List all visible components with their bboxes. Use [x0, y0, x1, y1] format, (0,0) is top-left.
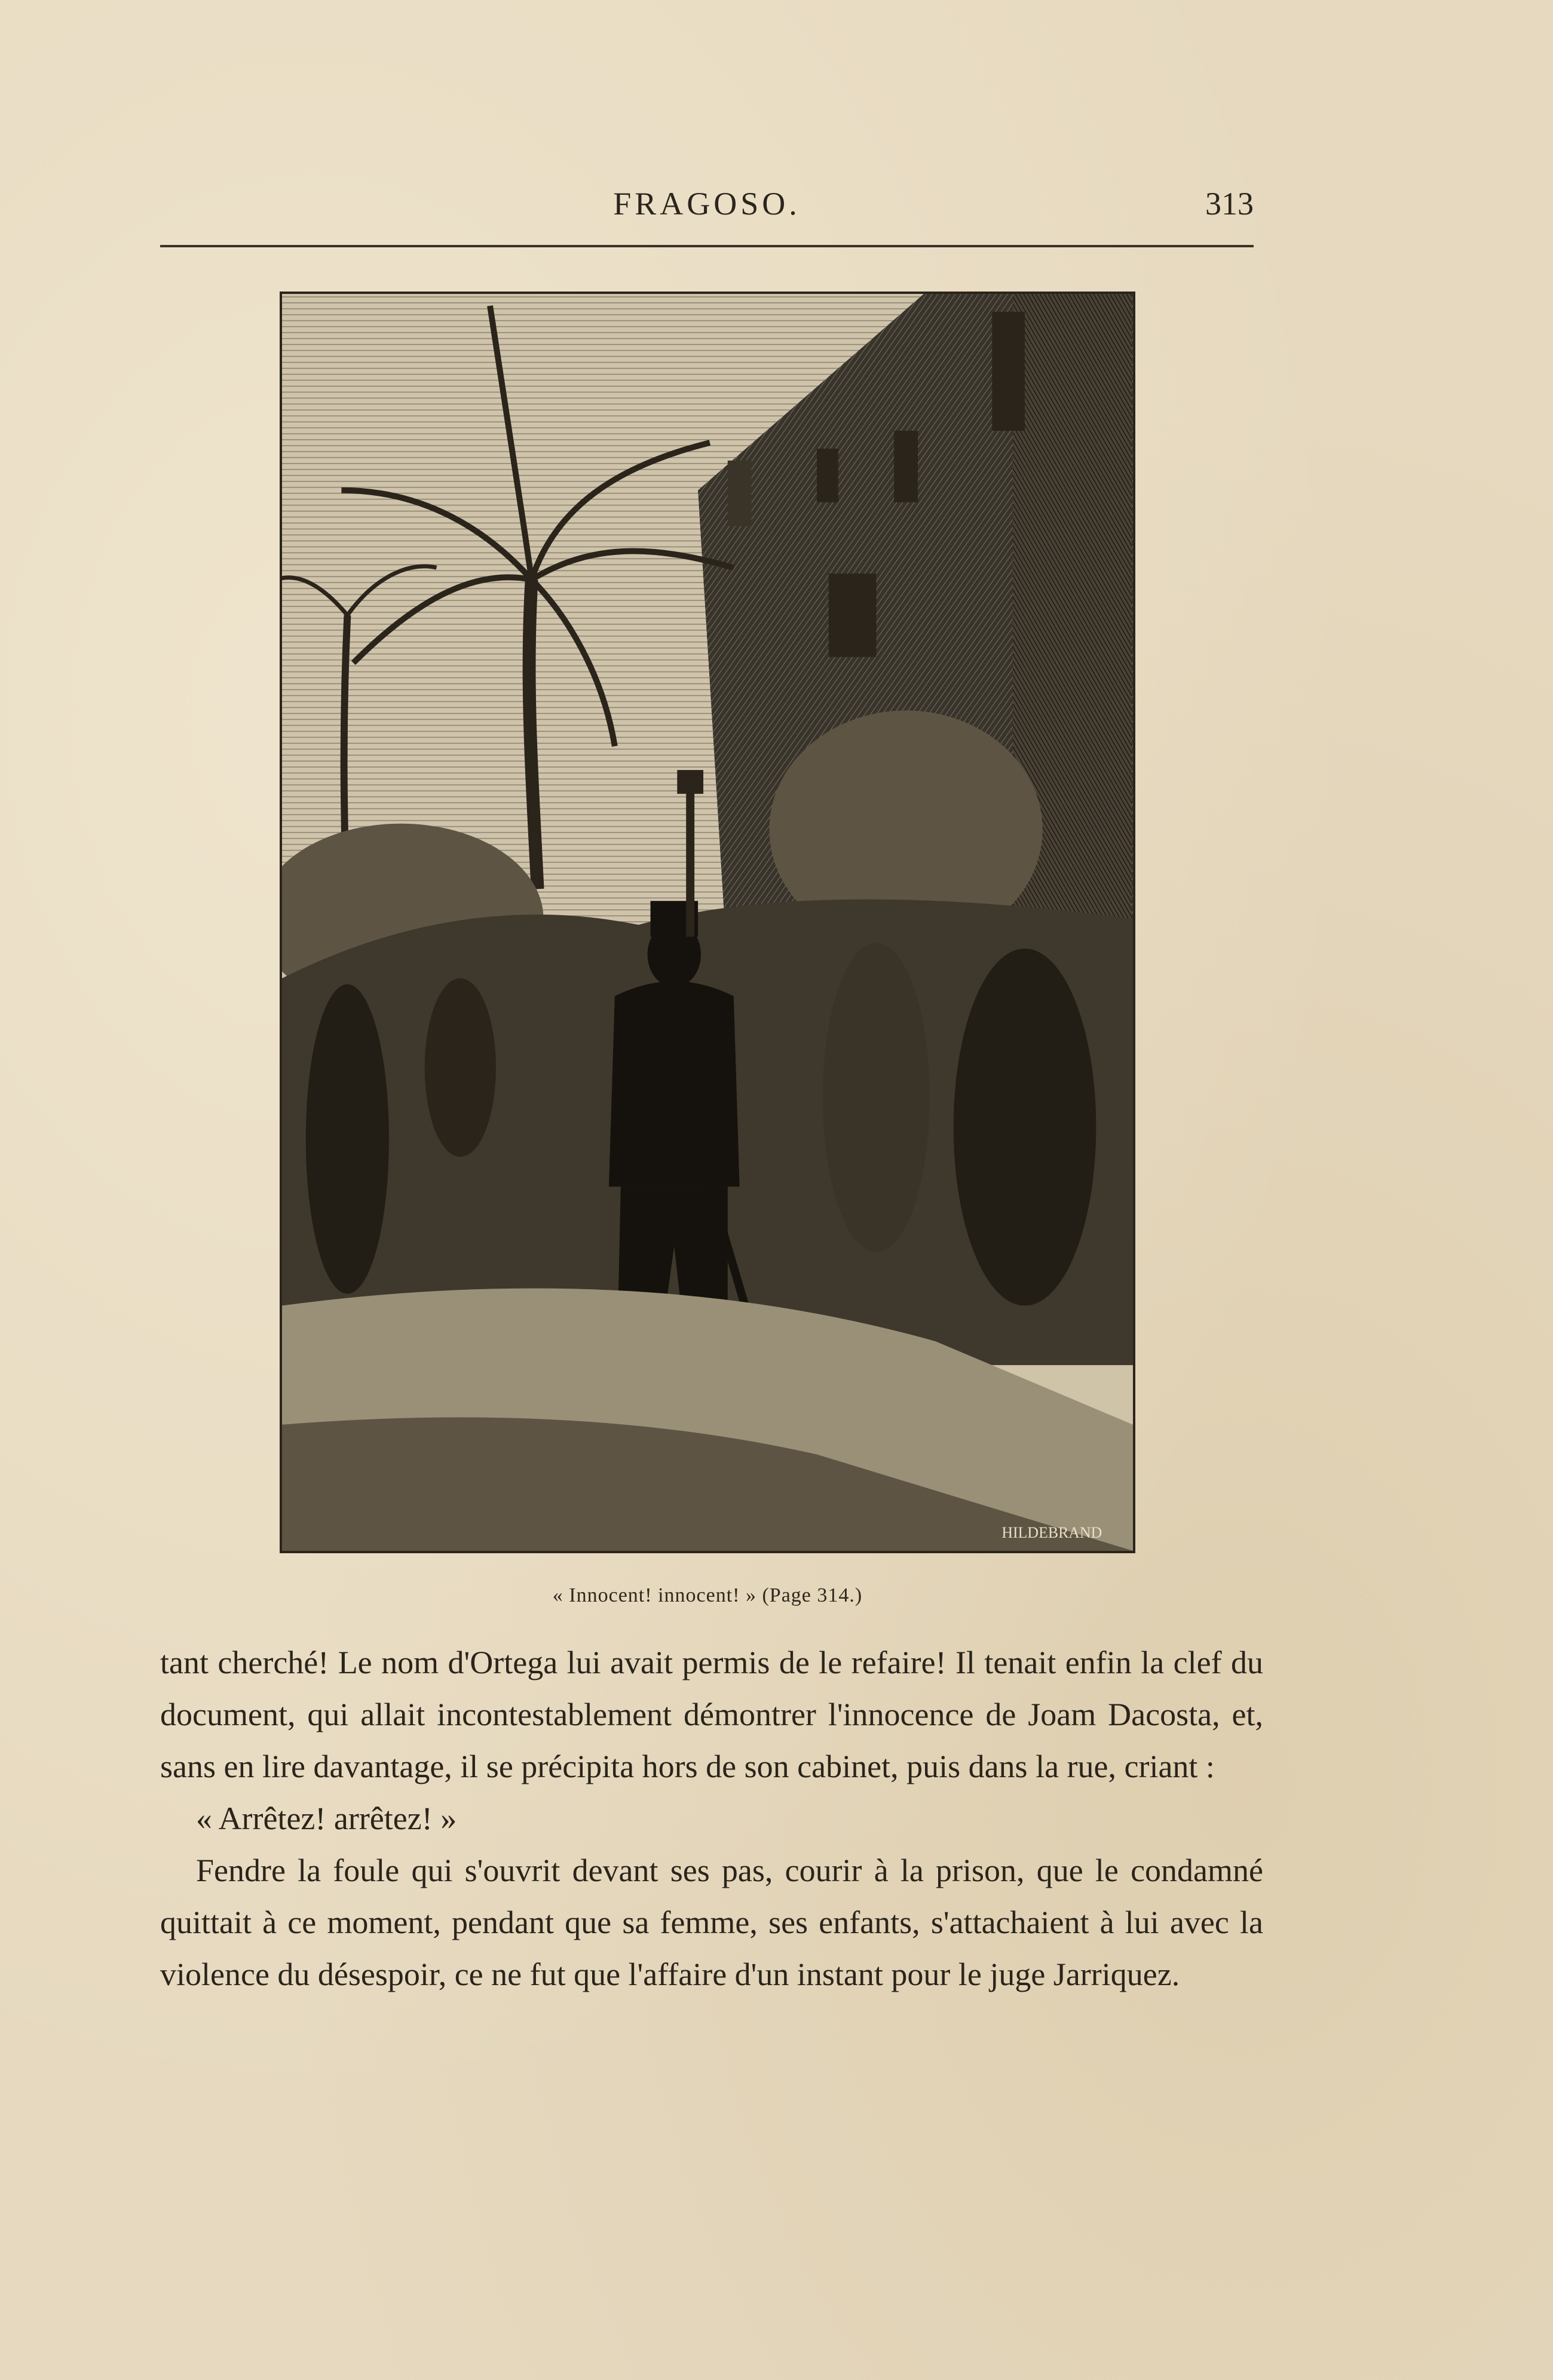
- engraver-signature: HILDEBRAND: [1001, 1524, 1102, 1542]
- illustration-caption: « Innocent! innocent! » (Page 314.): [552, 1584, 863, 1606]
- exclamation-line: « Arrêtez! arrêtez! »: [196, 1801, 457, 1836]
- page-number: 313: [1205, 186, 1254, 222]
- header-rule: [160, 245, 1254, 247]
- paragraph: Fendre la foule qui s'ouvrit devant ses pas, courir à la prison, que le condamné quittait à ce moment, pendant que sa femme, ses enfants, s'attachaient à lui avec la violence du désespoir, ce ne fut que l'affaire d'un instant pour le juge Jarriquez.: [160, 1853, 1263, 1992]
- running-head: [160, 185, 1254, 233]
- engraving-illustration: [280, 292, 1135, 1553]
- body-text: [160, 1637, 1263, 2001]
- running-title: FRAGOSO.: [613, 186, 801, 222]
- paragraph: tant cherché! Le nom d'Ortega lui avait permis de le refaire! Il tenait enfin la clef du document, qui allait incontestablement démontrer l'innocence de Joam Dacosta, et, sans en lire davantage, il se précipita hors de son cabinet, puis dans la rue, criant :: [160, 1645, 1263, 1784]
